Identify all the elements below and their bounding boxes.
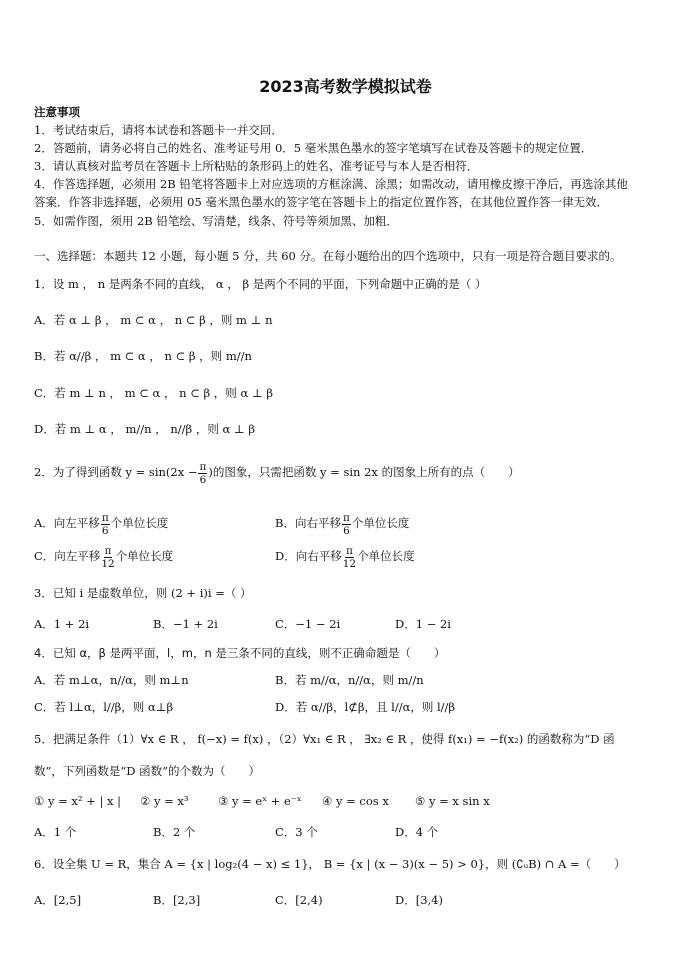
- option-fraction: [343, 545, 356, 570]
- option-fraction: [101, 545, 114, 570]
- option-suffix: 个单位长度: [357, 549, 415, 563]
- option-fraction: [342, 512, 351, 537]
- question-2-stem: [34, 458, 520, 486]
- notice-heading: 注意事项: [34, 105, 80, 119]
- notice-item: 3．请认真核对监考员在答题卡上所粘贴的条形码上的姓名、准考证号与本人是否相符．: [34, 159, 479, 173]
- fraction-numerator: π: [345, 544, 353, 557]
- option-suffix: 个单位长度: [115, 549, 174, 563]
- q4-option-a: A．若 m⊥α，n//α，则 m⊥n: [34, 673, 189, 687]
- q2-option-a: [34, 510, 168, 537]
- option-suffix: 个单位长度: [110, 516, 169, 530]
- option-prefix: D．向右平移: [275, 549, 342, 563]
- question-6-stem: 6．设全集 U = R，集合 A = {x | log₂(4 − x) ≤ 1}， B = {x | (x − 3)(x − 5) > 0}，则 (∁ᵤB) ∩ A =（ ）: [34, 857, 626, 871]
- q3-option-d: D．1 − 2i: [395, 617, 451, 631]
- q4-option-d: D．若 α//β，l⊄β，且 l//α，则 l//β: [275, 700, 456, 714]
- question-5-stem-line-2: 数”，下列函数是“D 函数”的个数为（ ）: [34, 764, 261, 778]
- q1-option-d: D．若 m ⊥ α ， m//n ， n//β ，则 α ⊥ β: [34, 422, 256, 436]
- q2-option-d: [275, 543, 415, 570]
- fraction-denominator: 12: [342, 557, 357, 570]
- notice-item: 答案．作答非选择题，必须用 05 毫米黑色墨水的签字笔在答题卡上的指定位置作答，在其他位置作答一律无效．: [34, 195, 608, 209]
- question-1-stem: 1．设 m ， n 是两条不同的直线， α ， β 是两个不同的平面，下列命题中正确的是（ ）: [34, 277, 487, 291]
- fraction-denominator: 6: [101, 524, 109, 537]
- q6-option-b: B．[2,3]: [153, 893, 201, 907]
- page-title: 2023高考数学模拟试卷: [259, 77, 432, 96]
- q5-option-c: C．3 个: [275, 825, 318, 839]
- option-prefix: B．向右平移: [275, 516, 341, 530]
- q4-option-c: C．若 l⊥α，l//β，则 α⊥β: [34, 700, 174, 714]
- q5-function-5: ⑤ y = x sin x: [415, 794, 490, 808]
- q1-option-b: B．若 α//β ， m ⊂ α ， n ⊂ β ，则 m//n: [34, 349, 252, 363]
- fraction-numerator: π: [104, 544, 112, 557]
- q2-option-b: [275, 510, 409, 537]
- q5-option-d: D．4 个: [395, 825, 439, 839]
- q2-stem-part-a: 2．为了得到函数 y = sin(2x −: [34, 465, 198, 479]
- fraction-denominator: 6: [343, 524, 350, 537]
- notice-item: 5．如需作图，须用 2B 铅笔绘、写清楚，线条、符号等须加黑、加粗．: [34, 214, 398, 228]
- q5-function-3: ③ y = eˣ + e⁻ˣ: [218, 794, 302, 808]
- question-3-stem: 3．已知 i 是虚数单位，则 (2 + i)i =（ ）: [34, 586, 252, 600]
- q6-option-a: A．[2,5]: [34, 893, 82, 907]
- option-prefix: A．向左平移: [34, 516, 100, 530]
- notice-item: 4．作答选择题，必须用 2B 铅笔将答题卡上对应选项的方框涂满、涂黑；如需改动，请用橡皮擦干净后，再选涂其他: [34, 177, 628, 191]
- section-heading: 一、选择题：本题共 12 小题，每小题 5 分，共 60 分。在每小题给出的四个选项中，只有一项是符合题目要求的。: [34, 249, 622, 263]
- fraction-denominator: 6: [199, 473, 207, 486]
- fraction-numerator: π: [199, 460, 207, 473]
- fraction-numerator: π: [101, 511, 109, 524]
- q2-stem-part-b: )的图象，只需把函数 y = sin 2x 的图象上所有的点（ ）: [208, 465, 520, 479]
- q5-function-2: ② y = x³: [140, 794, 189, 808]
- q1-option-c: C．若 m ⊥ n ， m ⊂ α ， n ⊂ β ，则 α ⊥ β: [34, 386, 273, 400]
- q3-option-a: A．1 + 2i: [34, 617, 90, 631]
- fraction-numerator: π: [342, 511, 350, 524]
- q5-option-a: A．1 个: [34, 825, 77, 839]
- notice-item: 1．考试结束后，请将本试卷和答题卡一并交回．: [34, 123, 283, 137]
- q3-option-c: C．−1 − 2i: [275, 617, 341, 631]
- q6-option-c: C．[2,4): [275, 893, 323, 907]
- q5-function-4: ④ y = cos x: [322, 794, 389, 808]
- q4-option-b: B．若 m//α，n//α，则 m//n: [275, 673, 424, 687]
- question-5-stem-line-1: 5．把满足条件（1）∀x ∈ R ， f(−x) = f(x) ，（2）∀x₁ ∈ R ， ∃x₂ ∈ R ，使得 f(x₁) = −f(x₂) 的函数称为“D 函: [34, 732, 615, 746]
- notice-item: 2．答题前，请务必将自己的姓名、准考证号用 0．5 毫米黑色墨水的签字笔填写在试卷及答题卡的规定位置．: [34, 141, 593, 155]
- q2-option-c: [34, 543, 173, 570]
- option-prefix: C．向左平移: [34, 549, 101, 563]
- q5-option-b: B．2 个: [153, 825, 196, 839]
- option-fraction: [101, 512, 110, 537]
- q5-function-1: ① y = x² + | x |: [34, 794, 121, 808]
- q2-stem-fraction: [198, 461, 207, 486]
- option-suffix: 个单位长度: [351, 516, 410, 530]
- question-4-stem: 4．已知 α，β 是两平面，l，m，n 是三条不同的直线，则不正确命题是（ ）: [34, 646, 446, 660]
- q3-option-b: B．−1 + 2i: [153, 617, 218, 631]
- q6-option-d: D．[3,4): [395, 893, 443, 907]
- fraction-denominator: 12: [101, 557, 115, 570]
- q1-option-a: A．若 α ⊥ β ， m ⊂ α ， n ⊂ β ，则 m ⊥ n: [34, 313, 273, 327]
